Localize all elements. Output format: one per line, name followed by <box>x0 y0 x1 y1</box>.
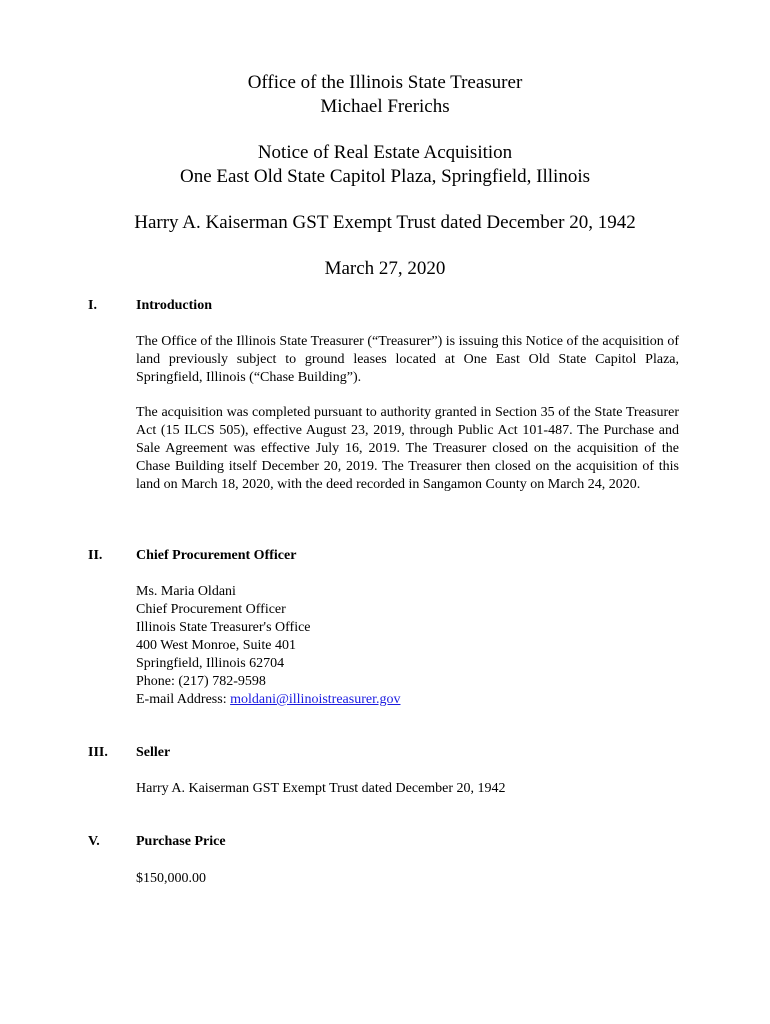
section-heading-procurement: Chief Procurement Officer <box>136 548 297 563</box>
seller-value: Harry A. Kaiserman GST Exempt Trust dated December 20, 1942 <box>136 781 506 796</box>
introduction-paragraph-2: The acquisition was completed pursuant to authority granted in Section 35 of the State Treasurer Act (15 ILCS 505), effective August 23, 2019, through Public Act 101-487. The Purchase and Sale Agreement was effective July 16, 2019. The Treasurer closed on the acquisition of the Chase Building itself December 20, 2019. The Treasurer then closed on the acquisition of this land on March 18, 2020, with the deed recorded in Sangamon County on March 24, 2020. <box>136 405 679 492</box>
section-number-procurement: II. <box>88 548 103 563</box>
section-heading-seller: Seller <box>136 745 171 760</box>
officer-phone: Phone: (217) 782-9598 <box>136 674 266 689</box>
section-number-introduction: I. <box>88 298 97 313</box>
email-label: E-mail Address: <box>136 692 231 707</box>
introduction-paragraph-1: The Office of the Illinois State Treasurer (“Treasurer”) is issuing this Notice of the acquisition of land previously subject to ground leases located at One East Old State Capitol Plaza, Springfield, Illinois (“Chase Building”). <box>136 334 679 385</box>
section-number-price: V. <box>88 834 100 849</box>
property-address: One East Old State Capitol Plaza, Springfield, Illinois <box>179 166 591 187</box>
email-link[interactable]: moldani@illinoistreasurer.gov <box>230 692 401 707</box>
officer-name: Ms. Maria Oldani <box>136 584 236 599</box>
notice-date: March 27, 2020 <box>324 258 446 279</box>
price-value: $150,000.00 <box>136 871 206 886</box>
treasurer-name: Michael Frerichs <box>320 96 450 117</box>
section-number-seller: III. <box>88 745 108 760</box>
officer-office: Illinois State Treasurer's Office <box>136 620 311 635</box>
office-title: Office of the Illinois State Treasurer <box>247 72 523 93</box>
officer-email-line <box>136 691 400 709</box>
officer-title: Chief Procurement Officer <box>136 602 286 617</box>
section-heading-introduction: Introduction <box>136 298 212 313</box>
section-heading-price: Purchase Price <box>136 834 226 849</box>
trust-title: Harry A. Kaiserman GST Exempt Trust dated December 20, 1942 <box>134 212 636 233</box>
officer-street: 400 West Monroe, Suite 401 <box>136 638 296 653</box>
notice-title: Notice of Real Estate Acquisition <box>257 142 513 163</box>
officer-city: Springfield, Illinois 62704 <box>136 656 285 671</box>
